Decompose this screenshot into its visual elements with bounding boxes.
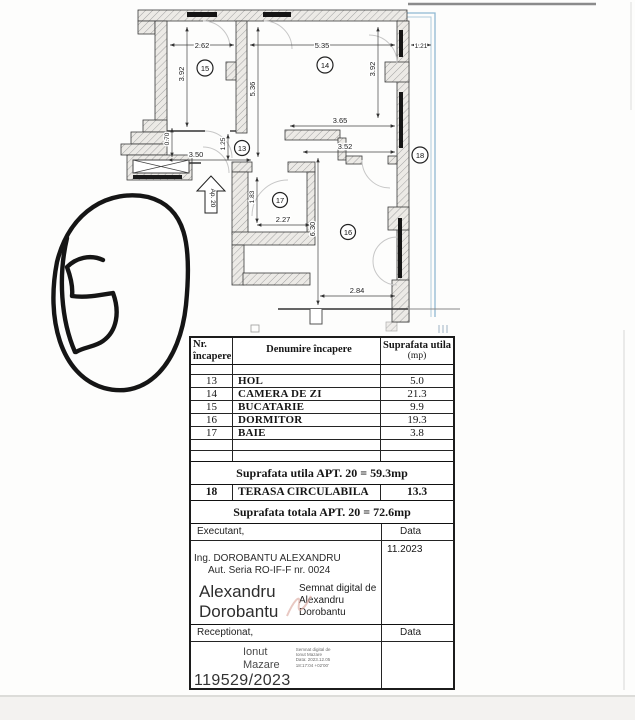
- spacer-row: [191, 365, 453, 375]
- room-number-18: 18: [415, 150, 425, 160]
- room-nr: 16: [191, 414, 233, 426]
- room-name: TERASA CIRCULABILA: [233, 485, 381, 500]
- header-suprafata: Suprafata utila (mp): [383, 340, 451, 361]
- room-name: HOL: [233, 375, 381, 387]
- dim-terrace-width: 1.21: [414, 43, 428, 50]
- executant-date: 11.2023: [387, 544, 423, 555]
- receptionat-data-label: Data: [400, 627, 422, 638]
- dim-hall-width: 3.50: [188, 150, 204, 159]
- receptionat-body-row: [191, 642, 453, 688]
- area-table: [189, 336, 455, 690]
- room-badge-16: [341, 225, 356, 240]
- executant-name-line: Ing. DOROBANTU ALEXANDRU: [194, 553, 341, 564]
- registration-number: 119529/2023: [194, 672, 291, 689]
- room-area: 3.8: [410, 427, 424, 439]
- dim-room15-depth: 3.92: [177, 66, 186, 82]
- room-area: 21.3: [407, 388, 427, 400]
- room-name: DORMITOR: [233, 414, 381, 426]
- table-row: [191, 401, 453, 414]
- room-badge-14: [317, 57, 333, 73]
- room-area: 13.3: [406, 486, 428, 498]
- header-nr-incapere: Nr. încapere: [193, 339, 232, 362]
- room-nr: 18: [191, 485, 233, 500]
- scan-bottom-band: [0, 697, 635, 720]
- terrace-boundary-line: [407, 13, 435, 317]
- dim-wall-352: 3.52: [337, 142, 353, 151]
- elevator-symbol: [133, 160, 189, 179]
- dim-room16-width: 2.84: [349, 286, 365, 295]
- room-badge-15: [197, 60, 213, 76]
- subtotal-text: Suprafata utila APT. 20 = 59.3mp: [236, 465, 408, 480]
- room-number-15: 15: [200, 63, 210, 73]
- spacer-row: [191, 451, 453, 462]
- executant-header-row: [191, 524, 453, 541]
- dim-hall-depth: 1.25: [220, 137, 227, 151]
- signature-note: Semnat digital de Alexandru Dorobantu: [299, 583, 377, 618]
- entry-arrow: [197, 176, 225, 213]
- total-text: Suprafata totala APT. 20 = 72.6mp: [233, 504, 411, 519]
- room-number-13: 13: [237, 143, 247, 153]
- executant-auth-line: Aut. Seria RO-IF-F nr. 0024: [208, 565, 331, 576]
- dim-room16-depth: 6.30: [308, 221, 317, 237]
- receptionat-label: Receptionat,: [191, 625, 382, 641]
- room-name: BUCATARIE: [233, 401, 381, 413]
- room-name: BAIE: [233, 427, 381, 439]
- table-row: [191, 414, 453, 427]
- header-denumire: Denumire încapere: [233, 338, 381, 364]
- signature-name: Alexandru Dorobantu: [199, 582, 279, 621]
- receptionat-signature-note: Semnat digital de Ionut Mazare Data: 2023.12.05 18:17:04 +02'00': [295, 647, 331, 668]
- dim-room14-width: 5.35: [314, 41, 330, 50]
- room-nr: 17: [191, 427, 233, 439]
- room-number-16: 16: [343, 227, 353, 237]
- table-row: [191, 427, 453, 440]
- room-nr: 13: [191, 375, 233, 387]
- subtotal-row: [191, 462, 453, 485]
- dim-wall-365: 3.65: [332, 116, 348, 125]
- dim-room14-right-depth: 3.92: [368, 61, 377, 77]
- receptionat-header-row: [191, 625, 453, 642]
- room-badge-17: [273, 193, 288, 208]
- entry-arrow-label: Ap. 20: [209, 188, 216, 208]
- room-number-17: 17: [275, 195, 285, 205]
- signature-flourish: [279, 584, 319, 624]
- room-area: 9.9: [410, 401, 424, 413]
- digital-signature-block: [191, 582, 381, 622]
- room-badge-18: [412, 147, 428, 163]
- table-row: [191, 375, 453, 388]
- room-area: 5.0: [410, 375, 424, 387]
- room-name: CAMERA DE ZI: [233, 388, 381, 400]
- table-header-row: [191, 338, 453, 365]
- spacer-row: [191, 440, 453, 451]
- dim-room15-width: 2.62: [194, 41, 210, 50]
- terrace-row: [191, 485, 453, 501]
- dim-bath-depth: 1.83: [249, 190, 256, 204]
- table-row: [191, 388, 453, 401]
- receptionat-signature-block: [191, 642, 381, 672]
- total-row: [191, 501, 453, 524]
- room-number-14: 14: [320, 60, 330, 70]
- room-nr: 15: [191, 401, 233, 413]
- room-area: 19.3: [407, 414, 427, 426]
- receptionat-signature-name: Ionut Mazare: [243, 646, 280, 671]
- executant-data-label: Data: [400, 526, 422, 537]
- dim-niche-width: 0.70: [164, 132, 171, 146]
- room-nr: 14: [191, 388, 233, 400]
- room-badge-13: [235, 141, 250, 156]
- dim-bath-width: 2.27: [275, 215, 291, 224]
- executant-label: Executant,: [191, 524, 382, 540]
- executant-body-row: [191, 541, 453, 625]
- dim-room14-left-depth: 5.36: [248, 81, 257, 97]
